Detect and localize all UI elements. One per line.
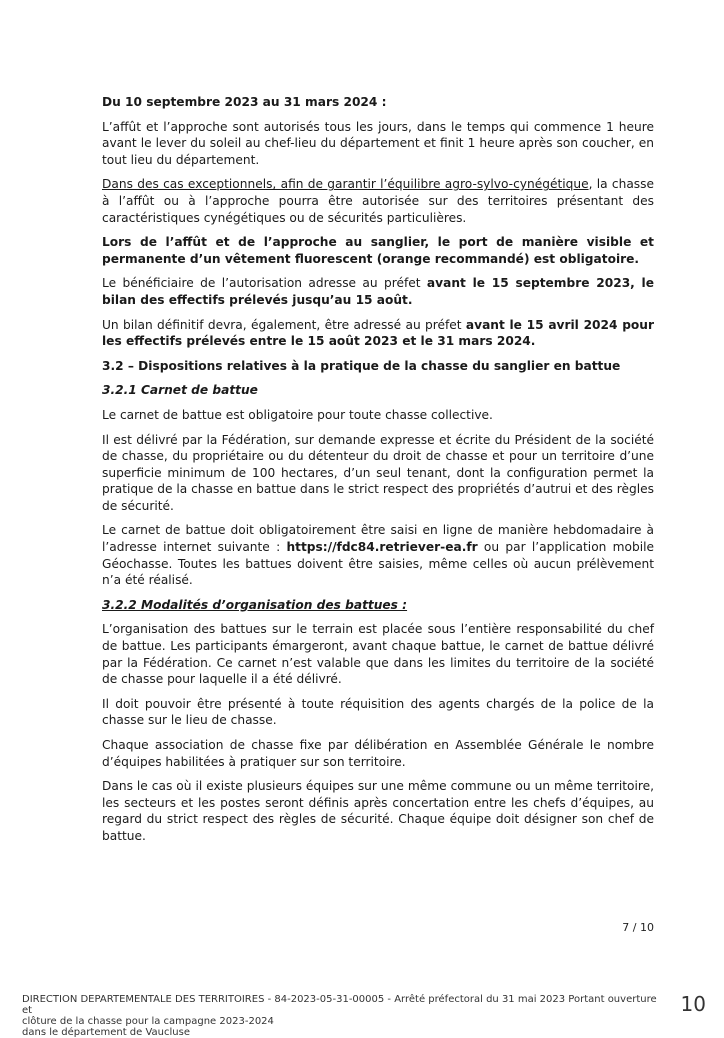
paragraph: Il est délivré par la Fédération, sur demande expresse et écrite du Président de la société de chasse, du propriétaire ou du détenteur du droit de chasse et pour un territoire d’une superficie minimum de 100 hectares, d’un seul tenant, dont la configuration permet la pratique de la chasse en battue dans le strict respect des propriétés d’autrui et des règles de sécurité. xyxy=(102,432,654,513)
footer-line: dans le département de Vaucluse xyxy=(22,1027,190,1038)
footer-line: DIRECTION DEPARTEMENTALE DES TERRITOIRES - 84-2023-05-31-00005 - Arrêté préfectoral du 31 mai 2023 Portant ouverture et xyxy=(22,994,657,1016)
paragraph xyxy=(102,176,654,226)
paragraph: L’organisation des battues sur le terrain est placée sous l’entière responsabilité du chef de battue. Les participants émargeront, avant chaque battue, le carnet de battue délivré par la Fédération. Ce carnet n’est valable que dans les limites du territoire de la société de chasse pour laquelle il a été délivré. xyxy=(102,622,654,687)
text: Le bénéficiaire de l’autorisation adresse au préfet xyxy=(102,276,427,291)
text: , la chasse à l’affût ou à l’approche pourra être autorisée sur des territoires présentant des caractéristiques cynégétiques ou de sécurités particulières. xyxy=(102,177,654,225)
subsection-title: 3.2.1 Carnet de battue xyxy=(102,383,258,398)
bold-text: avant le 15 avril 2024 pour les effectifs prélevés entre le 15 août 2023 et le 31 mars 2024. xyxy=(102,317,654,349)
subsection-title: 3.2.2 Modalités d’organisation des battues : xyxy=(102,597,408,612)
bold-text: avant le 15 septembre 2023, le bilan des effectifs prélevés jusqu’au 15 août. xyxy=(102,276,654,307)
page-number: 7 / 10 xyxy=(622,921,654,934)
document-body xyxy=(102,94,654,853)
paragraph xyxy=(102,522,654,588)
paragraph: L’affût et l’approche sont autorisés tous les jours, dans le temps qui commence 1 heure avant le lever du soleil au chef-lieu du département et finit 1 heure après son coucher, en tout lieu du département. xyxy=(102,119,654,167)
period-heading: Du 10 septembre 2023 au 31 mars 2024 : xyxy=(102,95,387,109)
footer-page-number: 10 xyxy=(680,992,706,1016)
paragraph: Il doit pouvoir être présenté à toute réquisition des agents chargés de la police de la chasse sur le lieu de chasse. xyxy=(102,696,654,728)
paragraph xyxy=(102,317,654,350)
text: ou par l’application mobile Géochasse. Toutes les battues doivent être saisies, même celles où aucun prélèvement n’a été réalisé. xyxy=(102,540,654,588)
bold-paragraph: Lors de l’affût et de l’approche au sanglier, le port de manière visible et permanente d’un vêtement fluorescent (orange recommandé) est obligatoire. xyxy=(102,235,654,266)
text: Le carnet de battue doit obligatoirement être saisi en ligne de manière hebdomadaire à l’adresse internet suivante : xyxy=(102,523,654,555)
url-link[interactable]: https://fdc84.retriever-ea.fr xyxy=(286,540,478,555)
footer xyxy=(22,994,662,1038)
paragraph: Chaque association de chasse fixe par délibération en Assemblée Générale le nombre d’équipes habilitées à pratiquer sur son territoire. xyxy=(102,738,654,769)
text: Un bilan définitif devra, également, être adressé au préfet xyxy=(102,317,466,332)
footer-line: clôture de la chasse pour la campagne 2023-2024 xyxy=(22,1016,274,1027)
paragraph: Dans le cas où il existe plusieurs équipes sur une même commune ou un même territoire, les secteurs et les postes seront définis après concertation entre les chefs d’équipes, au regard du strict respect des règles de sécurité. Chaque équipe doit désigner son chef de battue. xyxy=(102,779,654,843)
underlined-text: Dans des cas exceptionnels, afin de garantir l’équilibre agro-sylvo-cynégétique xyxy=(102,177,589,192)
paragraph: Le carnet de battue est obligatoire pour toute chasse collective. xyxy=(102,407,493,422)
section-title: 3.2 – Dispositions relatives à la pratique de la chasse du sanglier en battue xyxy=(102,358,621,373)
paragraph xyxy=(102,275,654,308)
